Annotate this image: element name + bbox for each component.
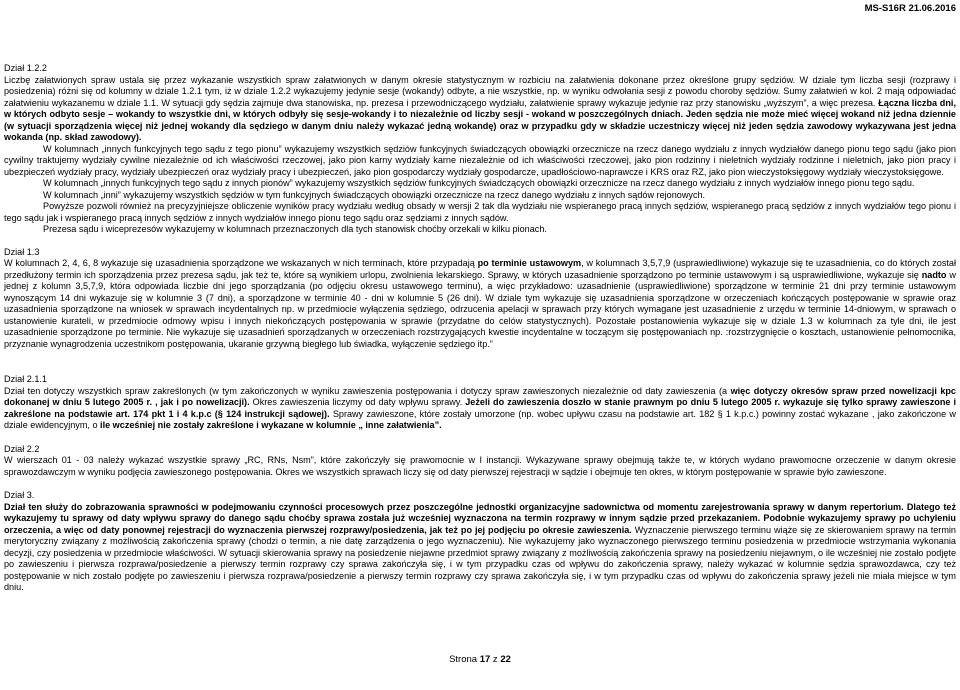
page-label: Strona bbox=[449, 654, 480, 665]
paragraph: W wierszach 01 - 03 należy wykazać wszystkie sprawy „RC, RNs, Nsm”, które zakończyły się prawomocnie w I instancji. Wykazywane sprawy obejmują także te, w których wydano prawomocne orzeczenie w danym okresie sprawozdawczym w wyniku podjęcia zawieszonego postępowania. Okres we wszystkich sprawach liczy się od daty pierwszej rejestracji w sądzie i obejmuje ten okres, w którym postępowanie w sprawie było zawieszone. bbox=[4, 455, 956, 477]
paragraph bbox=[4, 502, 956, 594]
paragraph-text: w jednej z kolumn 3,5,7,9, która odpowiada liczbie dni jego sporządzania (po odjęciu okresu ustawowego terminu), a więc przykładowo: uzasadnienie (usprawiedliwione) sporządzone w terminie 21 dni przy terminie ustawowym wynoszącym 14 dni wykazuje się w kolumnie 3 (7 dni), a sporządzone w terminie 40 - dni w kolumnie 5 (26 dni). W dziale tym wykazuje się uzasadnienia sporządzone w orzeczeniach kończących postępowanie w sprawie oraz uzasadnienia sporządzone na wniosek w sprawach incydentalnych np. w przedmiocie wyłączenia sędziego, odrzucenia apelacji w sprawach przy których wymagane jest uzasadnienie z urzędu w terminie 14-dniowym, w sprawach o ustanowienie kurateli, w przedmiocie odmowy wpisu i innych niekończących postępowania w sprawie (przydatne do celów statystycznych). Pozostałe postanowienia wykazuje się w dziale 1.3 w kolumnach za tyle dni, ile jest uzasadnienie sporządzone po terminie. Nie wykazuje się uzasadnień sporządzanych w orzeczeniach rozstrzygających kwestie incydentalne w toczącym się postępowaniach np. :rozstrzygnięcie o kosztach, ustanowienie pełnomocnika, przyznanie wynagrodzenia uczestnikom postępowania, ukaranie grzywną biegłego lub świadka, wyłączenie sędziego itp.” bbox=[4, 269, 956, 349]
paragraph-bold-text: nadto bbox=[921, 269, 947, 280]
document-body bbox=[4, 63, 956, 594]
paragraph-bold-text: Łączna liczba dni, w których odbyto sesje – wokandy to wszystkie dni, w których odbyły się sesje-wokandy i to niezależnie od liczby sesji - wokand w poszczególnych dniach. Jeden sędzia nie może mieć więcej wokand niż jedna dziennie (w sytuacji sporządzenia więcej niż jednej wokandy dla sędziego w danym dniu należy wykazać jedną wokandę) oraz w przypadku gdy w składzie uczestniczy więcej niż jeden sędzia zawodowy wykazywana jest jedna wokanda (np. skład zawodowy). bbox=[4, 97, 956, 142]
section-heading-1-2-2: Dział 1.2.2 bbox=[4, 63, 47, 73]
paragraph-bold-text: więc dotyczy okresów spraw przed nowelizacji kpc dokonanej w dniu 5 lutego 2005 r. , jak i po nowelizacji). bbox=[4, 385, 956, 407]
paragraph-text: Liczbę załatwionych spraw ustala się przez wykazanie wszystkich spraw załatwionych w danym okresie statystycznym w rozbiciu na załatwienia dokonane przez określone grupy sędziów. W dziale tym liczba sesji (rozprawy i posiedzenia) różni się od kolumny w dziale 1.2.1 tym, iż w dziale 1.2.2 wykazujemy jedynie sesje (wokandy) odbyte, a nie wszystkie, np. w wyniku odwołania sesji z powodu choroby sędziów. Sumy załatwień w kol. 2 mają odpowiadać załatwieniu wykazanemu w dziale 1.1. W sytuacji gdy sędzia zajmuje dwa stanowiska, np. prezesa i przewodniczącego wydziału, załatwienie sprawy wykazuje jedynie raz przy stanowisku „wyższym”, a więc prezesa. bbox=[4, 74, 956, 108]
section-heading-3: Dział 3. bbox=[4, 490, 35, 500]
paragraph-text: Wyznaczenie pierwszego terminu wiąże się ze skierowaniem sprawy na termin merytoryczny związany z możliwością zakończenia sprawy (chodzi o termin, a nie datę zarządzenia o jego wyznaczeniu). Nie wykazujemy jako wyznaczonego pierwszego terminu posiedzenia w przedmiocie wstrzymania wykonania decyzji, czy posiedzenia w przedmiocie właściwości. W sytuacji skierowania sprawy na posiedzenie niejawne przedmiot sprawy związany z możliwością zakończenia sprawy na posiedzeniu niejawnym, o ile wcześniej nie zostało podjęte po zawieszeniu i pierwsza rozprawa/posiedzenie a pierwszy termin rozprawy czy sprawa zakończyła się, i w tym przypadku czas od wpływu do zakończenia sprawy, należy wykazać w kolumnie sędzia sprawozdawca, czy też postępowanie w nich zostało podjęte po zawieszeniu i pierwsza rozprawa/posiedzenie a pierwszy termin rozprawy czy sprawa zakończyła się, i w tym przypadku czas od wpływu do zakończenia sprawy jeżeli nie miała miejsce w tym dniu. bbox=[4, 524, 956, 592]
paragraph: W kolumnach „innych funkcyjnych tego sądu z innych pionów” wykazujemy wszystkich sędziów funkcyjnych świadczących obowiązki orzecznicze na rzecz danego wydziału z innych wydziałów innego pionu tego sądu. bbox=[43, 178, 915, 188]
paragraph-bold-text: Jeżeli do zawieszenia doszło w stanie prawnym po dniu 5 lutego 2005 r. wykazuje się tylko sprawy zawieszone i zakreślone na podstawie art. 174 pkt 1 i 4 k.p.c (§ 124 instrukcji sądowej). bbox=[4, 397, 956, 419]
paragraph-bold-text: Dział ten służy do zobrazowania sprawności w podejmowaniu czynności procesowych przez poszczególne jednostki organizacyjne sadownictwa od momentu zarejestrowania sprawy w danym repertorium. Dlatego też wykazujemy tu sprawy od daty wpływu sprawy do danego sądu choćby sprawa została już wcześniej wyznaczona na termin rozprawy w innym sądzie przed przekazaniem. Podobnie wykazujemy sprawy po uchyleniu orzeczenia, a więc od daty ponownej rejestracji do wyznaczenia pierwszej rozprawy/posiedzenia, jak też po jej podjęciu po okresie zawieszenia. bbox=[4, 501, 956, 535]
paragraph-bold-text: po terminie ustawowym bbox=[477, 258, 582, 268]
paragraph: W kolumnach „innych funkcyjnych tego sądu z tego pionu” wykazujemy wszystkich sędziów funkcyjnych świadczących obowiązki orzecznicze na rzecz danego wydziału z innych wydziałów danego pionu tego sądu (jako pion cywilny traktujemy wydziały cywilne niezależnie od ich właściwości rzeczowej, jako pion karny wydziały karne niezależnie od ich właściwości rzeczowej, jako pion rodzinny i nieletnich wydziały rodzinne i nieletnich, jako pion pracy i ubezpieczeń wydziały pracy, wydziały ubezpieczeń oraz wydziały pracy i ubezpieczeń, jako pion gospodarczy wydziały gospodarcze, upadłościowo-naprawcze i KRS oraz RZ, jako pion wieczystoksięgowy wydziały wieczystoksięgowe. bbox=[4, 143, 956, 177]
page-total: 22 bbox=[500, 654, 511, 665]
section-heading-2-1-1: Dział 2.1.1 bbox=[4, 374, 47, 384]
paragraph-text: Okres zawieszenia liczymy od daty wpływu sprawy. bbox=[249, 397, 466, 407]
paragraph bbox=[4, 386, 956, 432]
page-separator: z bbox=[490, 654, 501, 665]
paragraph-bold-text: ile wcześniej nie zostały zakreślone i wykazane w kolumnie „ inne załatwienia”. bbox=[100, 420, 442, 430]
paragraph: Powyższe pozwoli również na precyzyjniejsze obliczenie wyników pracy wydziału według obsady w wersji 2 tak dla wydziału nie wspieranego pracą innych sędziów, wspieranego pracą sędziów z innych wydziałów tego pionu i tego sądu jak i wspieranego pracą innych sędziów z innych wydziałów innego pionu tego sądu oraz sędziami z innych sądów. bbox=[4, 201, 956, 223]
section-heading-2-2: Dział 2.2 bbox=[4, 443, 40, 454]
page-number: 17 bbox=[479, 654, 491, 665]
document-code: MS-S16R 21.06.2016 bbox=[864, 3, 956, 14]
page-footer bbox=[0, 654, 960, 665]
paragraph: Prezesa sądu i wiceprezesów wykazujemy w kolumnach przeznaczonych dla tych stanowisk choćby orzekali w kilku pionach. bbox=[43, 224, 547, 234]
paragraph-text: Dział ten dotyczy wszystkich spraw zakreślonych (w tym zakończonych w wyniku zawieszenia postępowania i dotyczy spraw zawieszonych niezależnie od daty zawieszenia (a bbox=[4, 385, 731, 396]
section-heading-1-3: Dział 1.3 bbox=[4, 246, 40, 257]
paragraph bbox=[4, 75, 956, 144]
paragraph-text: W kolumnach 2, 4, 6, 8 wykazuje się uzasadnienia sporządzone we wskazanych w nich terminach, które przypadają bbox=[4, 258, 478, 268]
paragraph: W kolumnach „inni” wykazujemy wszystkich sędziów w tym funkcyjnych świadczących obowiązki orzecznicze na rzecz danego wydziału z innych sądów rejonowych. bbox=[43, 189, 706, 200]
paragraph-text: , w kolumnach 3,5,7,9 (usprawiedliwione) wykazuje się te uzasadnienia, co do których został przedłużony termin ich sporządzenia przez prezesa sądu, jak też te, które są wynikiem urlopu, zwolnienia lekarskiego. Sprawy, w których uzasadnienie sporządzono po terminie ustawowym i są usprawiedliwione, wykazuje się bbox=[4, 258, 956, 280]
paragraph bbox=[4, 258, 956, 350]
paragraph-text: Sprawy zawieszone, które zostały umorzone (np. wobec upływu czasu na podstawie art. 182 § 1 k.p.c.) powinny zostać wykazane , jako zakończone w dziale ewidencyjnym, o bbox=[4, 408, 956, 430]
